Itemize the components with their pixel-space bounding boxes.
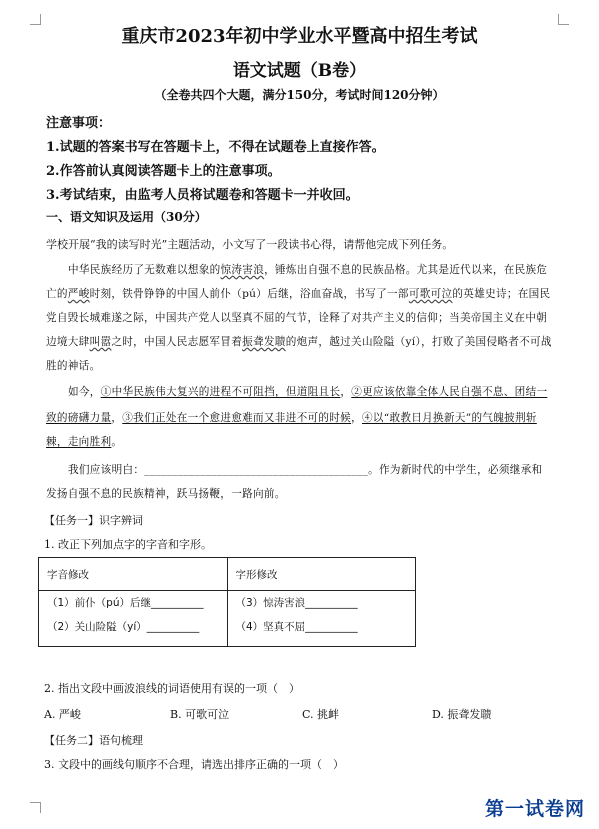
wavy-word: 叫嚣 <box>89 336 112 348</box>
passage-line: 我们应该明白：________________________________________。作为新时代的中学生，必须继承和 <box>68 464 543 476</box>
answer-item[interactable]: （3）惊涛害浪__________ <box>235 597 358 609</box>
passage-line: 如今，①中华民族伟大复兴的进程不可阻挡，但道阻且长，②更应该依靠全体人民自强不息、团结一 <box>68 386 548 398</box>
answer-item[interactable]: （2）关山险隘（yí）__________ <box>47 621 200 633</box>
wavy-word: 可歌可泣 <box>408 288 453 300</box>
correction-table <box>38 557 416 647</box>
table-cell <box>227 591 416 647</box>
section-heading: 一、语文知识及运用（30分） <box>46 210 207 224</box>
table-cell <box>39 591 228 647</box>
wavy-word: 惊涛害浪 <box>220 264 265 276</box>
underlined-sentence: 棘，走向胜利 <box>46 436 112 448</box>
task-label: 【任务二】语句梳理 <box>44 734 143 747</box>
passage-line: 中华民族经历了无数难以想象的惊涛害浪，锤炼出自强不息的民族品格。尤其是近代以来，在民族危 <box>68 264 548 276</box>
exam-subtitle: 语文试题（B卷） <box>232 61 367 81</box>
passage-line: 党自毁长城难遂之际，中国共产党人以坚真不屈的气节，诠释了对共产主义的信仰；当美帝国主义在中朝 <box>46 312 548 324</box>
site-watermark: 第一试卷网 <box>484 798 585 820</box>
notice-item: 3.考试结束，由监考人员将试题卷和答题卡一并收回。 <box>46 188 359 203</box>
notice-item: 1.试题的答案书写在答题卡上，不得在试题卷上直接作答。 <box>46 140 385 155</box>
passage-line: 边境大肆叫嚣之时，中国人民志愿军冒着振聋发聩的炮声，越过关山险隘（yí），打败了美国侵略者不可战 <box>46 336 552 348</box>
wavy-word: 严峻 <box>67 288 90 300</box>
option-a[interactable]: A. 严峻 <box>44 708 81 721</box>
question-1: 1. 改正下列加点字的字音和字形。 <box>44 538 212 551</box>
exam-title: 重庆市2023年初中学业水平暨高中招生考试 <box>121 26 478 47</box>
underlined-sentence: ①中华民族伟大复兴的进程不可阻挡，但道阻且长 <box>100 386 341 398</box>
underlined-sentence: 致的磅礴力量 <box>46 412 112 424</box>
wavy-word: 振聋发聩 <box>242 336 286 348</box>
task-label: 【任务一】识字辨词 <box>44 514 143 527</box>
table-header-pronunciation: 字音修改 <box>39 558 228 591</box>
option-b[interactable]: B. 可歌可泣 <box>170 708 230 721</box>
option-c[interactable]: C. 挑衅 <box>302 708 340 721</box>
question-3: 3. 文段中的画线句顺序不合理，请选出排序正确的一项（ ） <box>44 758 344 771</box>
question-2: 2. 指出文段中画波浪线的词语使用有误的一项（ ） <box>44 682 300 695</box>
passage-line: 亡的严峻时刻，铁骨铮铮的中国人前仆（pú）后继，浴血奋战，书写了一部可歌可泣的英雄史诗；在国民 <box>46 288 551 300</box>
exam-info: （全卷共四个大题，满分150分，考试时间120分钟） <box>154 88 445 102</box>
answer-item[interactable]: （4）坚真不屈__________ <box>235 621 358 633</box>
notice-item: 2.作答前认真阅读答题卡上的注意事项。 <box>46 164 281 179</box>
passage-line: 胜的神话。 <box>46 360 101 372</box>
passage-line: 棘，走向胜利。 <box>46 436 123 448</box>
crop-mark-bottom-left <box>30 802 41 813</box>
answer-blank: ________________________________________ <box>144 464 369 476</box>
underlined-sentence: ②更应该依靠全体人民自强不息、团结一 <box>351 386 548 398</box>
passage-line: 致的磅礴力量，③我们正处在一个愈进愈难而又非进不可的时候，④以“敢教日月换新天”的气魄披荆斩 <box>46 412 537 424</box>
notice-heading: 注意事项： <box>46 116 112 131</box>
answer-item[interactable]: （1）前仆（pú）后继__________ <box>47 597 204 609</box>
underlined-sentence: ④以“敢教日月换新天”的气魄披荆斩 <box>361 412 537 424</box>
option-d[interactable]: D. 振聋发聩 <box>432 708 492 721</box>
underlined-sentence: ③我们正处在一个愈进愈难而又非进不可的时候 <box>122 412 352 424</box>
passage-line: 发扬自强不息的民族精神，跃马扬鞭，一路向前。 <box>46 488 286 500</box>
section-intro: 学校开展“我的读写时光”主题活动，小文写了一段读书心得，请帮他完成下列任务。 <box>46 238 454 251</box>
table-header-character: 字形修改 <box>227 558 416 591</box>
